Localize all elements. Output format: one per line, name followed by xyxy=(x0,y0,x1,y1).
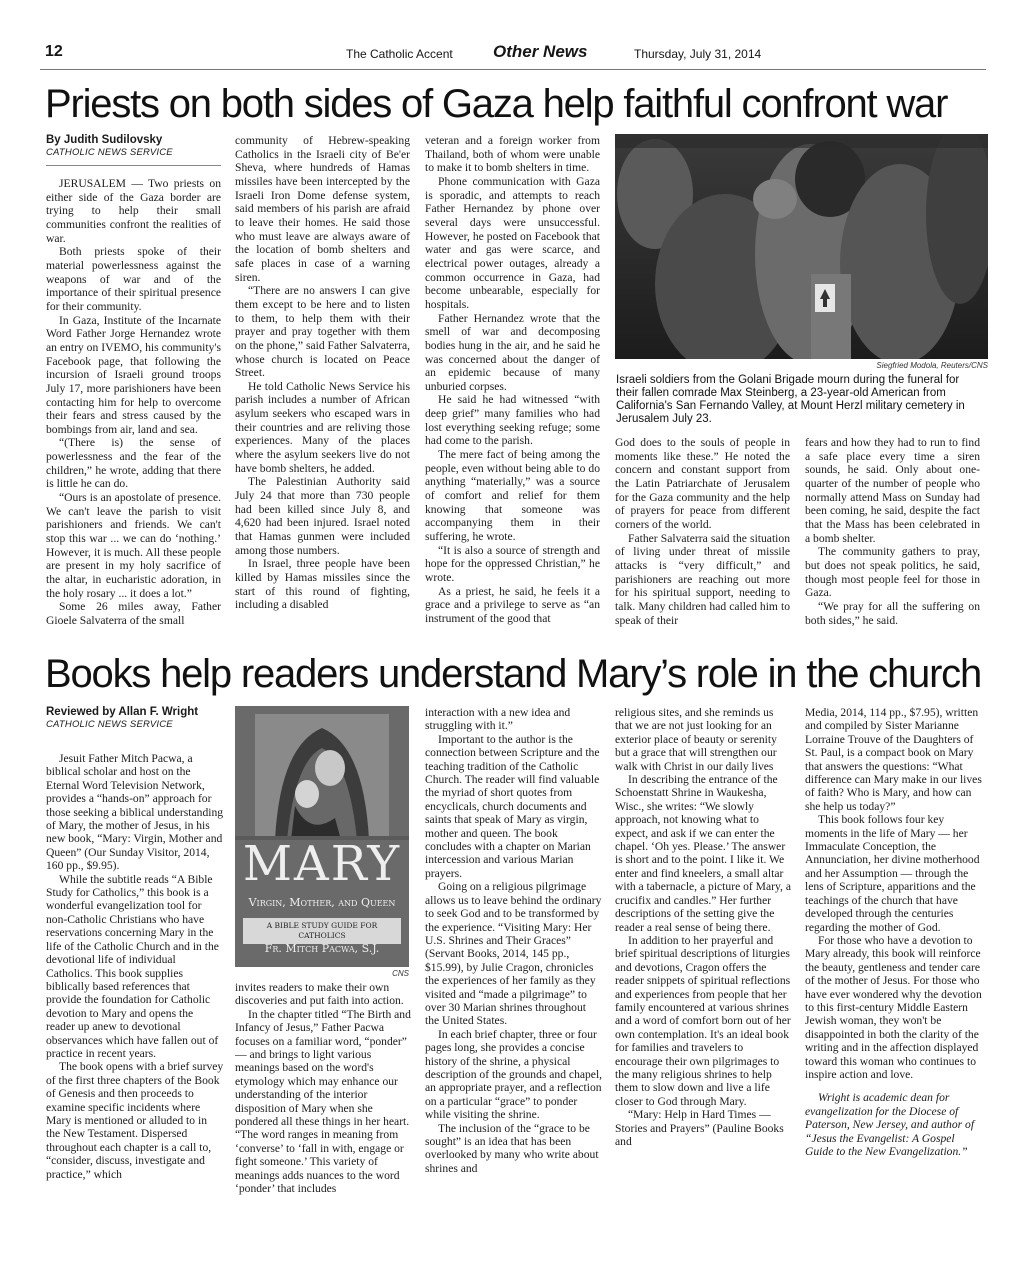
book-cover xyxy=(235,706,409,967)
paragraph: Media, 2014, 114 pp., $7.95), written and compiled by Sister Marianne Lorraine Trouve of the Daughters of St. Paul, is a compact book on Mary that answers the questions: “What difference can Mary make in our lives of faith? Who is Mary, and how can she help us today?” xyxy=(805,706,982,813)
story1-col2-text xyxy=(235,134,410,612)
paragraph: Phone communication with Gaza is sporadic, and attempts to reach Father Hernandez by phone over several days were unsuccessful. However, he posted on Facebook that water and gas were scarce, and electrical power outages, already a common occurrence in Gaza, had become unbearable, especially for hospitals. xyxy=(425,174,600,311)
book-author: Fr. Mitch Pacwa, S.J. xyxy=(264,942,380,955)
paragraph: “Ours is an apostolate of presence. We can't leave the parish to visit parishioners and friends. We can't stop this war ... we can do ‘nothing.’ However, it is much. All these people are present in my holy sacrifice of the altar, in eucharistic adoration, in the holy rosary ... it does a lot.” xyxy=(46,491,221,600)
photo-credit: Siegfried Modola, Reuters/CNS xyxy=(876,361,988,370)
paragraph: JERUSALEM — Two priests on either side of the Gaza border are trying to help their small communities confront the realities of war. xyxy=(46,177,221,245)
paragraph: Father Salvaterra said the situation of living under threat of missile attacks is “very difficult,” and parishioners are reaching out more for his spiritual support, needing to talk. Many children had called him to speak of their xyxy=(615,531,790,627)
paragraph: The Palestinian Authority said July 24 that more than 730 people had been killed since July 8, and 4,620 had been injured. Israel noted that Hamas gunmen were included among those numbers. xyxy=(235,475,410,557)
book-subtitle: Virgin, Mother, and Queen xyxy=(248,896,396,909)
story1-byline: By Judith Sudilovsky xyxy=(46,134,163,146)
book-title: MARY xyxy=(242,836,402,892)
story2-column-5 xyxy=(805,706,983,1226)
story1-column-3 xyxy=(425,134,600,641)
paragraph: As a priest, he said, he feels it a grace and a privilege to serve as “an instrument of the good that xyxy=(425,584,600,625)
paragraph: In describing the entrance of the Schoenstatt Shrine in Waukesha, Wisc., she writes: “We slowly approach, not knowing what to expect, and ask if we can enter the chapel. ‘Oh yes. Please.’ The answer is short and to the point. I like it. We enter and find kneelers, a small altar with a tabernacle, a picture of Mary, a crucifix and candles.” Her further descriptions of the setting give the reader a real sense of being there. xyxy=(615,773,791,934)
page-number: 12 xyxy=(45,43,63,60)
paragraph: fears and how they had to run to find a safe place every time a siren sounds, he said. Only about one-quarter of the number of people who normally attend Mass on Sunday had been coming, he said, despite the fact that the Mass has been celebrated in a bomb shelter. xyxy=(805,436,980,545)
paragraph: “(There is) the sense of powerlessness and the fear of the children,” he wrote, adding that there is little he can do. xyxy=(46,436,221,491)
author-tagline: Wright is academic dean for evangelization for the Diocese of Paterson, New Jersey, and author of “Jesus the Evangelist: A Gospel Guide to the New Evangelization.” xyxy=(805,1091,975,1158)
story2-col4-text xyxy=(615,706,793,1148)
paragraph: In addition to her prayerful and brief spiritual descriptions of liturgies and devotions, Cragon offers the reader snippets of spiritual reflections and experiences from people that her family encountered at various shrines and a word of comfort born out of her own contemplation. It's an ideal book for families and travelers to encourage their own pilgrimages to the many religious shrines to help them to slow down and live a life closer to God through Mary. xyxy=(615,933,791,1108)
mourning-soldiers-image xyxy=(615,134,988,359)
paragraph: The community gathers to pray, but does not speak politics, he said, though most people feel for those in Gaza. xyxy=(805,545,980,600)
paragraph: “We pray for all the suffering on both sides,” he said. xyxy=(805,599,980,627)
paragraph: Important to the author is the connection between Scripture and the teaching tradition of the Catholic Church. The reader will find valuable the myriad of short quotes from encyclicals, church documents and saints that speak of Mary as virgin, mother and queen. The book concludes with a chapter on Marian intercession and various Marian prayers. xyxy=(425,732,600,880)
story2-byline: Reviewed by Allan F. Wright xyxy=(46,706,199,718)
story2-headline: Books help readers understand Mary’s role in the church xyxy=(45,652,982,696)
soldiers-photo xyxy=(615,134,988,359)
story2-news-service: CATHOLIC NEWS SERVICE xyxy=(46,719,173,730)
story2-column-2 xyxy=(235,981,413,1226)
paragraph: “Mary: Help in Hard Times — Stories and Prayers” (Pauline Books and xyxy=(615,1108,784,1148)
story2-col3-text xyxy=(425,706,603,1175)
story1-column-4 xyxy=(615,436,790,641)
story2-col5-text xyxy=(805,706,983,1081)
paragraph: The mere fact of being among the people, even without being able to do anything “materially,” was a source of comfort and relief for them knowing that someone was accompanying them in their suffering, he wrote. xyxy=(425,448,600,544)
story1-column-2 xyxy=(235,134,410,641)
publication-name: The Catholic Accent xyxy=(346,47,453,61)
story1-col1-text xyxy=(46,177,221,628)
paragraph: invites readers to make their own discoveries and put faith into action. xyxy=(235,981,404,1008)
paragraph: Some 26 miles away, Father Gioele Salvaterra of the small xyxy=(46,600,221,627)
paragraph: In each brief chapter, three or four pages long, she provides a concise history of the shrine, a physical description of the grounds and chapel, an appropriate prayer, and a reflection on a particular “grace” to ponder while visiting the shrine. xyxy=(425,1027,603,1122)
paragraph: veteran and a foreign worker from Thailand, both of whom were unable to make it to bomb shelters in time. xyxy=(425,134,600,175)
paragraph: In Gaza, Institute of the Incarnate Word Father Jorge Hernandez wrote an entry on IVEMO, his community's Facebook page, that following the incursion of Israeli ground troops July 17, more parishioners have been contacting him for help to overcome their fears and stress caused by the bombings from air, land and sea. xyxy=(46,313,221,436)
book-photo-credit: CNS xyxy=(392,969,409,978)
photo-caption: Israeli soldiers from the Golani Brigade mourn during the funeral for their fallen comrade Max Steinberg, a 23-year-old American from California's San Fernando Valley, at Mount Herzl military cemetery in Jerusalem July 23. xyxy=(616,374,965,425)
section-name: Other News xyxy=(493,42,588,61)
paragraph: For those who have a devotion to Mary already, this book will reinforce the beauty, gentleness and tender care of the mother of Jesus. For those who have ever wondered why the devotion to this first-century Middle Eastern Jewish woman, they won't be disappointed in both the clarity of the writing and in the affection displayed toward this woman who continues to inspire action and love. xyxy=(805,933,982,1081)
story2-column-4 xyxy=(615,706,793,1226)
paragraph: “It is also a source of strength and hope for the oppressed Christian,” he wrote. xyxy=(425,543,600,584)
paragraph: God does to the souls of people in moments like these.” He noted the concern and constant support from the Latin Patriarchate of Jerusalem for the Gaza community and the help of prayers for peace from different corners of the world. xyxy=(615,436,790,531)
paragraph: community of Hebrew-speaking Catholics in the Israeli city of Be'er Sheva, where hundreds of Hamas missiles have been intercepted by the Israeli Iron Dome defense system, said members of his parish are afraid to leave their homes. He said those who must leave are always aware of the location of bomb shelters and safe places in case of a warning siren. xyxy=(235,134,410,284)
issue-date: Thursday, July 31, 2014 xyxy=(634,47,762,61)
paragraph: Going on a religious pilgrimage allows us to leave behind the ordinary to seek God and to be transformed by the experience. “Visiting Mary: Her U.S. Shrines and Their Graces” (Servant Books, 2014, 145 pp., $15.99), by Julie Cragon, chronicles the experiences of her family as they visited and “made a pilgrimage” to over 30 Marian shrines throughout the United States. xyxy=(425,880,602,1028)
story1-col4-text xyxy=(615,436,790,627)
story2-column-1 xyxy=(46,706,224,1226)
paragraph: “There are no answers I can give them except to be here and to listen to them, to help them with their prayer and pray together with them on the phone,” said Father Salvaterra, whose church is located on Peace Street. xyxy=(235,284,410,380)
story1-news-service: CATHOLIC NEWS SERVICE xyxy=(46,147,221,166)
paragraph: In the chapter titled “The Birth and Infancy of Jesus,” Father Pacwa focuses on a familiar word, “ponder” — and brings to light various meanings based on the word's etymology which may enhance our understanding of the interior disposition of Mary when she pondered all these things in her heart. “The word ranges in meaning from ‘converse’ to ‘fall in with, engage or fight someone.’ This variety of meanings adds nuances to the word ‘ponder’ that includes xyxy=(235,1007,411,1196)
paragraph: While the subtitle reads “A Bible Study for Catholics,” this book is a wonderful evangelization tool for non-Catholic Christians who have reservations concerning Mary in the life of the Catholic Church and in the devotional life of individual Catholics. This book supplies biblically based references that provide the foundation for Catholic devotion to Mary and opens the reader up anew to devotional observances which have fallen out of practice in recent years. xyxy=(46,872,219,1060)
story2-column-3 xyxy=(425,706,603,1226)
paragraph: He told Catholic News Service his parish includes a number of African asylum seekers who escaped wars in their countries and are reliving those experiences. Many of the places where the asylum seekers live do not have bomb shelters, he added. xyxy=(235,379,410,475)
story1-column-1 xyxy=(46,134,221,641)
story2-col2-text xyxy=(235,981,413,1196)
story1-col5-text xyxy=(805,436,980,627)
story1-column-5 xyxy=(805,436,980,641)
book-banner: A BIBLE STUDY GUIDE FOR CATHOLICS xyxy=(243,918,401,944)
page-header xyxy=(40,40,986,70)
paragraph: In Israel, three people have been killed by Hamas missiles since the start of this round of fighting, including a disabled xyxy=(235,557,410,612)
paragraph: religious sites, and she reminds us that we are not just looking for an exterior place of beauty or serenity but a grace that will strengthen our walk with Christ in our daily lives xyxy=(615,706,777,773)
story2-col1-text xyxy=(46,748,224,1181)
paragraph: The book opens with a brief survey of the first three chapters of the Book of Genesis and then proceeds to examine specific incidents where Mary is mentioned or alluded to in the New Testament. Dispersed throughout each chapter is a call to, “consider, discuss, investigate and practice,” which xyxy=(46,1060,224,1181)
paragraph: Both priests spoke of their material powerlessness against the weapons of war and of the importance of their spiritual presence for their community. xyxy=(46,245,221,313)
paragraph: interaction with a new idea and struggling with it.” xyxy=(425,706,571,733)
paragraph: Jesuit Father Mitch Pacwa, a biblical scholar and host on the Eternal Word Television Network, provides a “hands-on” approach for those seeking a biblical understanding of Mary, the mother of Jesus, in his new book, “Mary: Virgin, Mother and Queen” (Our Sunday Visitor, 2014, 160 pp., $9.95). xyxy=(46,752,224,873)
story1-headline: Priests on both sides of Gaza help faithful confront war xyxy=(45,82,948,126)
paragraph: This book follows four key moments in the life of Mary — her Immaculate Conception, the Annunciation, her divine motherhood and her Assumption — through the lens of Scripture, apparitions and the teachings of the church that have developed through the centuries regarding the mother of God. xyxy=(805,813,980,934)
paragraph: Father Hernandez wrote that the smell of war and decomposing bodies hung in the air, and he said he was concerned about the danger of an epidemic because of many unburied corpses. xyxy=(425,311,600,393)
paragraph: The inclusion of the “grace to be sought” is an idea that has been overlooked by many who write about shrines and xyxy=(425,1121,599,1175)
story1-col3-text xyxy=(425,134,600,626)
paragraph: He said he had witnessed “with deep grief” many families who had lost everything seeking refuge; some had come to the parish. xyxy=(425,393,600,448)
